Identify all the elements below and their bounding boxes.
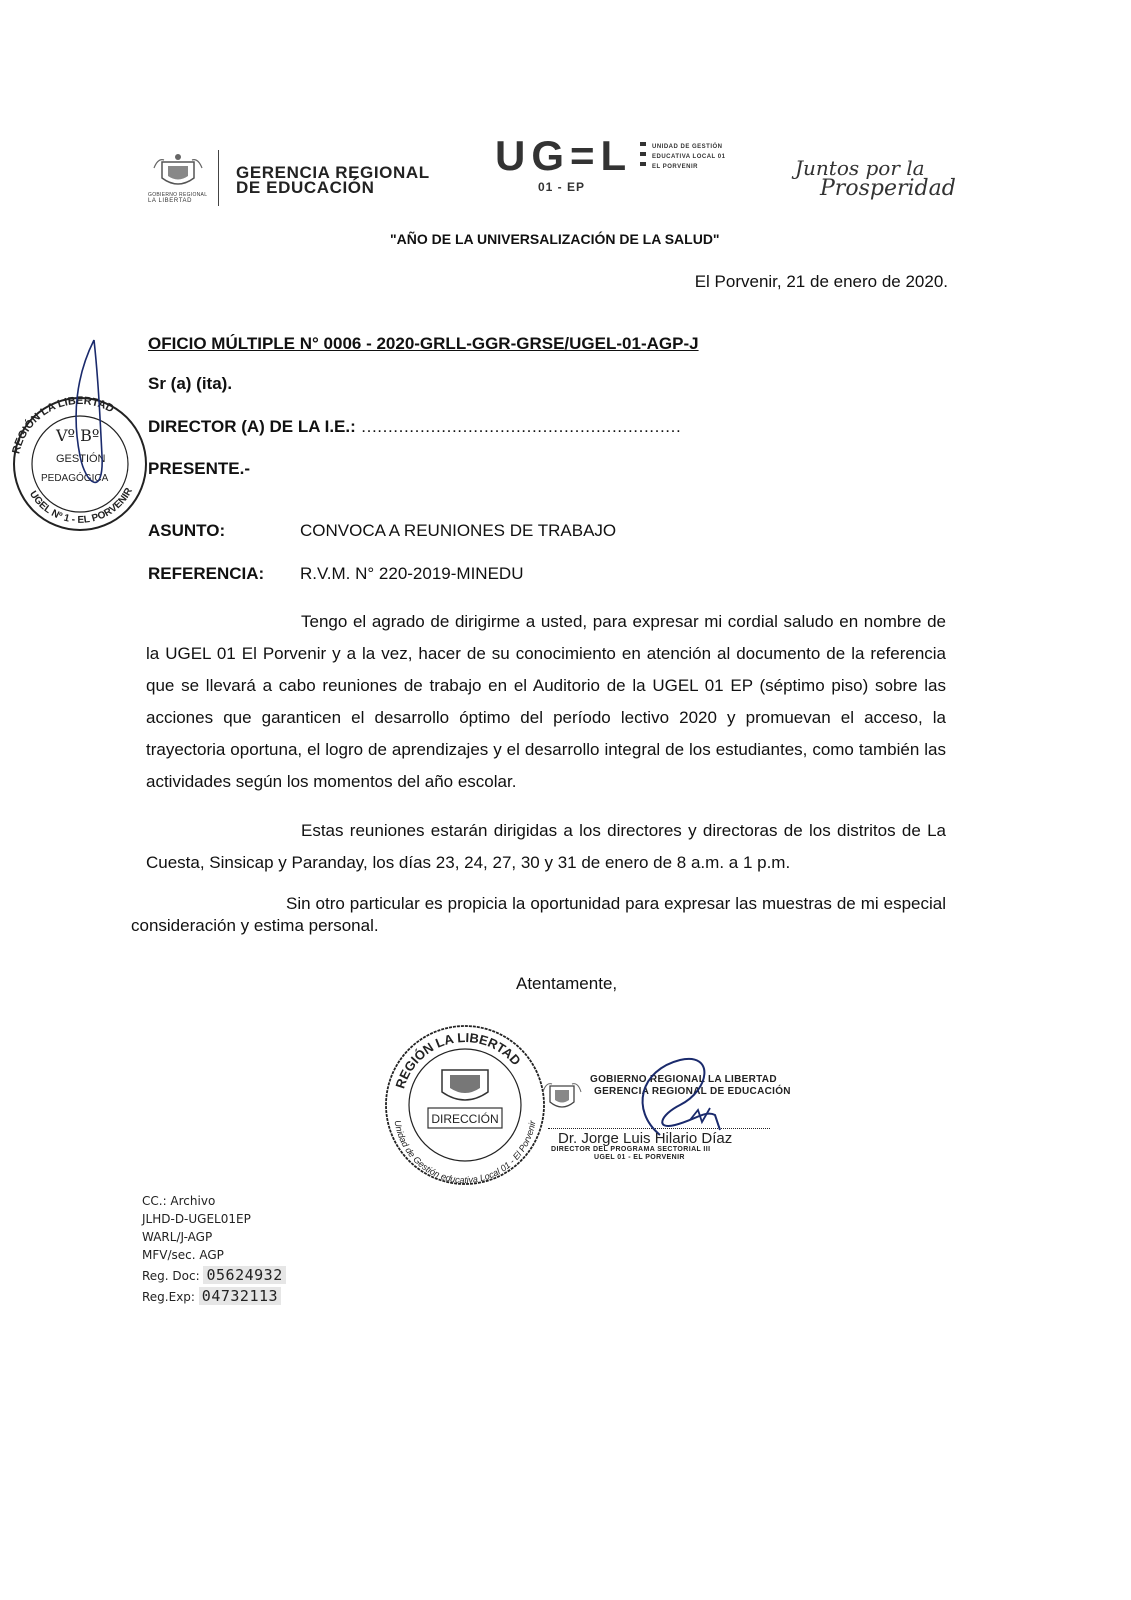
ugel-subtitle-1: UNIDAD DE GESTIÓN [652,144,723,150]
cc-line: JLHD-D-UGEL01EP [142,1212,251,1226]
referencia-value: R.V.M. N° 220-2019-MINEDU [300,564,524,583]
recipient-title: Sr (a) (ita). [148,374,233,393]
direccion-ring-bottom: Unidad de Gestión educativa Local 01 - El Porvenir [392,1119,538,1186]
direccion-ring-top: REGIÓN LA LIBERTAD [392,1029,524,1091]
vobo-center-2: GESTIÓN [56,453,106,465]
paragraph-3: Sin otro particular es propicia la oportunidad para expresar las muestras de mi especial consideración y estima personal. [131,894,946,935]
director-dots: …………………………………………………… [360,417,681,436]
small-coat-icon [540,1076,584,1116]
coat-caption-1: GOBIERNO REGIONAL [148,192,208,198]
reg-exp-value: 04732113 [199,1287,281,1305]
reg-exp-label: Reg.Exp: [142,1290,195,1304]
vobo-ring-top: REGIÓN LA LIBERTAD [10,395,116,456]
oficio-number: OFICIO MÚLTIPLE N° 0006 - 2020-GRLL-GGR-GRSE/UGEL-01-AGP-J [148,334,699,353]
signature-name: Dr. Jorge Luis Hilario Díaz [558,1130,733,1147]
date-line: El Porvenir, 21 de enero de 2020. [694,272,948,291]
slogan-line1: Juntos por la [795,156,925,180]
cc-line: MFV/sec. AGP [142,1248,224,1262]
signature-org-line1: GOBIERNO REGIONAL LA LIBERTAD [590,1074,777,1085]
vobo-ring-bottom: UGEL Nº 1 - EL PORVENIR [26,486,135,526]
ugel-logo-bars [640,142,646,174]
header-divider [218,150,219,206]
ugel-code: 01 - EP [538,180,586,194]
vobo-center-3: PEDAGÓGICA [41,473,109,484]
direccion-stamp-icon [380,1020,550,1190]
coat-of-arms-icon [150,150,206,190]
cc-line: WARL/J-AGP [142,1230,213,1244]
signature-org-line2: GERENCIA REGIONAL DE EDUCACIÓN [594,1086,791,1097]
vobo-center-1: Vº Bº [56,426,100,445]
reg-doc-label: Reg. Doc: [142,1269,200,1283]
signature-position-line1: DIRECTOR DEL PROGRAMA SECTORIAL III [551,1146,711,1153]
closing: Atentamente, [516,974,618,993]
signature-position-line2: UGEL 01 - EL PORVENIR [594,1154,685,1161]
asunto-label: ASUNTO: [148,521,226,540]
reg-exp-row [142,1287,286,1306]
ugel-subtitle-3: EL PORVENIR [652,164,698,170]
year-motto: "AÑO DE LA UNIVERSALIZACIÓN DE LA SALUD" [390,231,720,247]
vobo-stamp-icon [6,336,156,536]
paragraph-1: Tengo el agrado de dirigirme a usted, para expresar mi cordial saludo en nombre de la UGEL 01 El Porvenir y a la vez, hacer de su conocimiento en atención al documento de la referencia que se llevará a cabo reuniones de trabajo en el Auditorio de la UGEL 01 EP (séptimo piso) sobre las acciones que garanticen el desarrollo óptimo del período lectivo 2020 y promuevan el acceso, la trayectoria oportuna, el logro de aprendizajes y el desarrollo integral de los estudiantes, como también las actividades según los momentos del año escolar. [146,612,946,791]
ugel-logo: UG=L [495,132,633,179]
direccion-center: DIRECCIÓN [431,1112,499,1126]
reg-doc-row [142,1266,286,1285]
paragraph-2: Estas reuniones estarán dirigidas a los directores y directoras de los distritos de La Cuesta, Sinsicap y Paranday, los días 23, 24, 27, 30 y 31 de enero de 8 a.m. a 1 p.m. [146,821,946,872]
referencia-label: REFERENCIA: [148,564,265,583]
reg-doc-value: 05624932 [203,1266,285,1284]
director-label [148,411,681,443]
coat-caption-2: LA LIBERTAD [148,198,193,204]
letterhead [140,132,960,220]
cc-line: CC.: Archivo [142,1194,216,1208]
ugel-subtitle-2: EDUCATIVA LOCAL 01 [652,154,726,160]
cc-block [142,1192,286,1306]
asunto-value: CONVOCA A REUNIONES DE TRABAJO [300,521,617,540]
gerencia-title-line2: DE EDUCACIÓN [236,178,375,197]
presente: PRESENTE.- [148,459,251,478]
director-label-text: DIRECTOR (A) DE LA I.E.: [148,417,356,436]
gerencia-title-line1: GERENCIA REGIONAL [236,163,430,182]
slogan-line2: Prosperidad [820,176,956,201]
